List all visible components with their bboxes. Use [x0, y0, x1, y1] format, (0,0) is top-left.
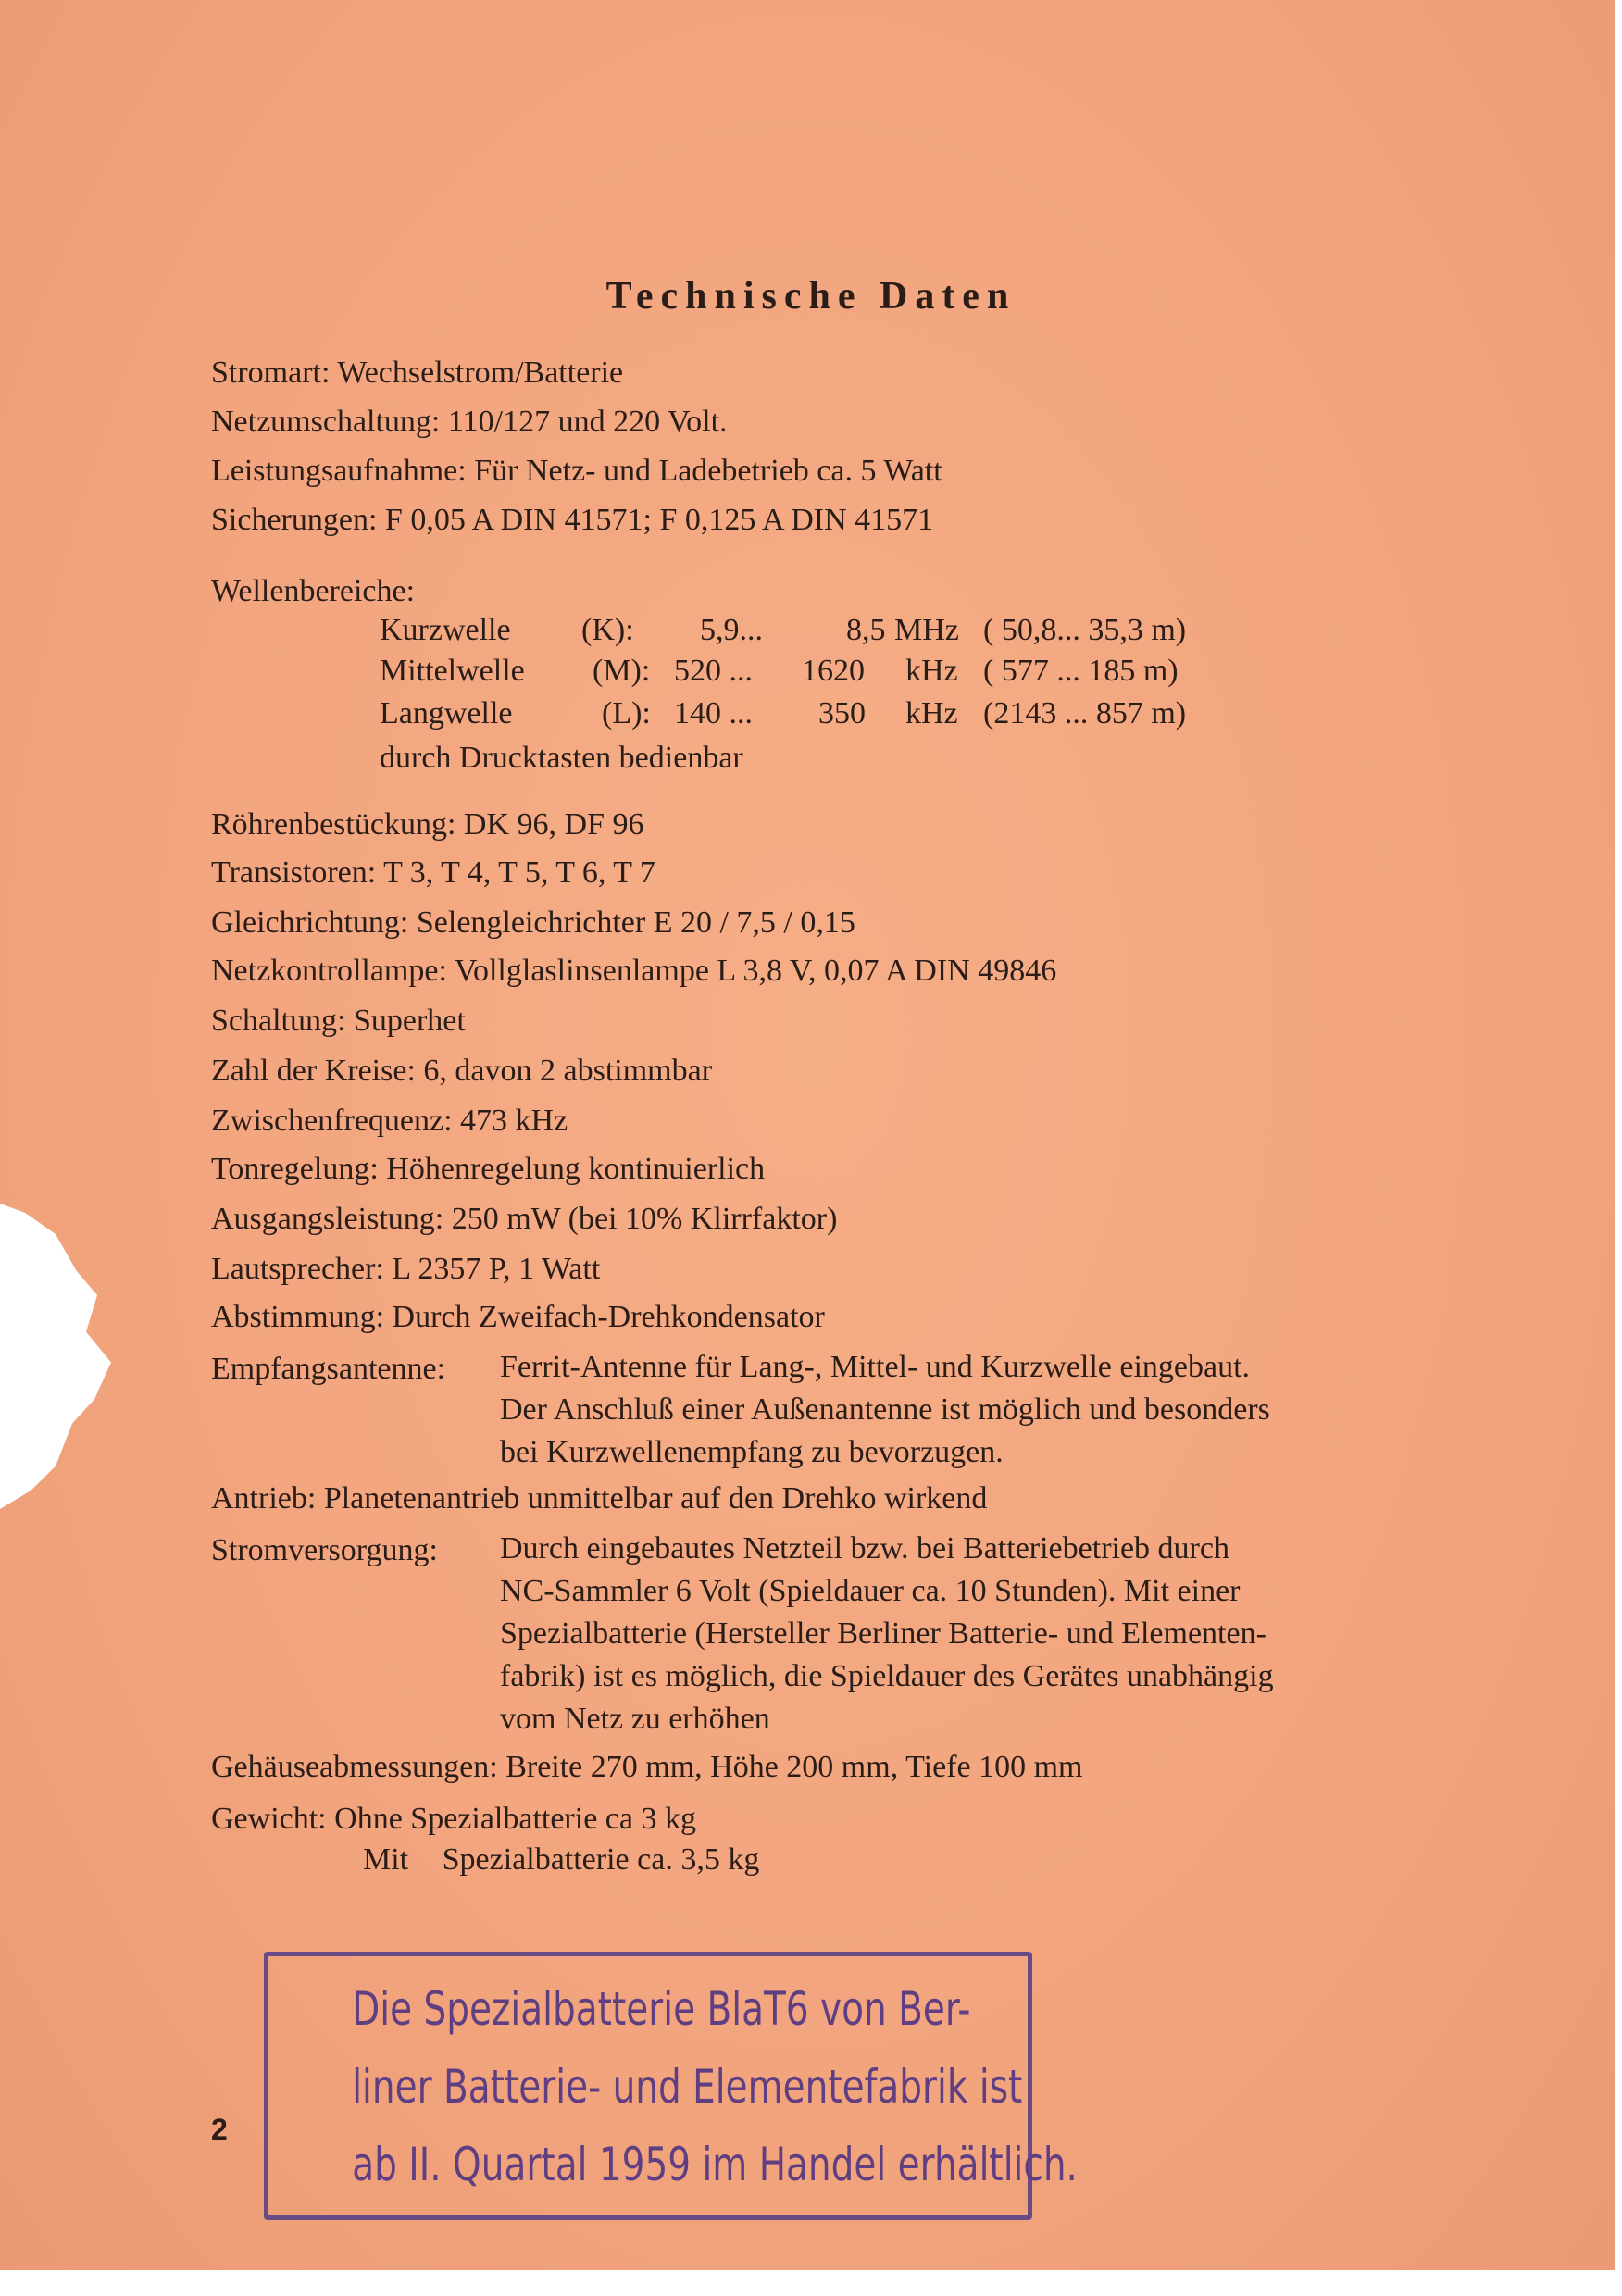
spec-antrieb [211, 1481, 987, 1516]
band-name: Kurzwelle [380, 613, 511, 647]
band-name: Mittelwelle [380, 654, 525, 688]
spec-zahl-der-kreise [211, 1054, 712, 1089]
band-to: 1620 [802, 654, 865, 688]
band-to: 350 [818, 696, 866, 730]
torn-edge [0, 1204, 139, 1509]
spec-ausgangsleistung [211, 1202, 837, 1237]
spec-label: Gewicht: [211, 1802, 327, 1836]
spec-label: Zwischenfrequenz: [211, 1104, 453, 1138]
spec-stromart [211, 356, 623, 391]
stamp-line: liner Batterie- und Elementefabrik ist [352, 2060, 1023, 2114]
band-to: 8,5 [846, 613, 886, 647]
spec-label: Lautsprecher: [211, 1252, 384, 1286]
wellenbereiche-label: Wellenbereiche: [211, 574, 416, 608]
spec-label: Ausgangsleistung: [211, 1202, 444, 1236]
spec-label: Schaltung: [211, 1004, 346, 1038]
band-name: Langwelle [380, 696, 513, 730]
band-meters: ( 50,8... 35,3 m) [983, 613, 1187, 647]
stromversorgung-line: Spezialbatterie (Hersteller Berliner Batterie- und Elementen- [500, 1616, 1266, 1651]
spec-gehaeuseabmessungen [211, 1750, 1083, 1785]
spec-abstimmung [211, 1300, 825, 1335]
spec-value: Superhet [353, 1004, 466, 1038]
stamp-line: Die Spezialbatterie BlaT6 von Ber- [352, 1982, 971, 2036]
band-code: (K): [581, 613, 634, 647]
spec-value: Für Netz- und Ladebetrieb ca. 5 Watt [474, 454, 942, 488]
stromversorgung-line: Durch eingebautes Netzteil bzw. bei Batteriebetrieb durch [500, 1531, 1229, 1566]
spec-value: 6, davon 2 abstimmbar [423, 1054, 713, 1088]
spec-value: Durch Zweifach-Drehkondensator [392, 1300, 825, 1334]
spec-gewicht [211, 1802, 696, 1837]
spec-label: Antrieb: [211, 1481, 317, 1516]
stromversorgung-line: NC-Sammler 6 Volt (Spieldauer ca. 10 Stunden). Mit einer [500, 1574, 1241, 1608]
page-number: 2 [211, 2113, 228, 2146]
band-unit: MHz [894, 613, 959, 647]
spec-label: Sicherungen: [211, 503, 378, 537]
stromversorgung-line: fabrik) ist es möglich, die Spieldauer des Gerätes unabhängig [500, 1659, 1274, 1693]
gewicht-line2 [363, 1842, 759, 1878]
gewicht-prefix: Mit [363, 1842, 409, 1877]
spec-value: Selengleichrichter E 20 / 7,5 / 0,15 [416, 905, 855, 940]
spec-label: Tonregelung: [211, 1152, 379, 1186]
stromversorgung-label: Stromversorgung: [211, 1533, 438, 1567]
page-edge-right [1615, 0, 1622, 2296]
spec-value: Breite 270 mm, Höhe 200 mm, Tiefe 100 mm [505, 1750, 1083, 1784]
spec-value: Planetenantrieb unmittelbar auf den Drehko wirkend [323, 1481, 988, 1516]
band-note: durch Drucktasten bedienbar [380, 741, 743, 775]
stromversorgung-line: vom Netz zu erhöhen [500, 1702, 770, 1736]
band-meters: (2143 ... 857 m) [983, 696, 1187, 730]
spec-label: Abstimmung: [211, 1300, 385, 1334]
rubber-stamp [264, 1952, 1078, 2220]
spec-schaltung [211, 1004, 466, 1039]
spec-value: L 2357 P, 1 Watt [392, 1252, 601, 1286]
spec-value: Ohne Spezialbatterie ca 3 kg [334, 1802, 696, 1836]
empfangsantenne-label: Empfangsantenne: [211, 1352, 446, 1386]
band-unit: kHz [905, 654, 958, 688]
band-from: 5,9... [700, 613, 763, 647]
spec-lautsprecher [211, 1252, 600, 1287]
stamp-line: ab II. Quartal 1959 im Handel erhältlich. [352, 2138, 1078, 2191]
spec-value: 250 mW (bei 10% Klirrfaktor) [451, 1202, 838, 1236]
spec-leistungsaufnahme [211, 454, 942, 489]
band-unit: kHz [905, 696, 958, 730]
page-title: Technische Daten [605, 275, 1017, 318]
empfangsantenne-line: Der Anschluß einer Außenantenne ist möglich und besonders [500, 1392, 1270, 1427]
band-code: (M): [593, 654, 651, 688]
spec-label: Transistoren: [211, 855, 377, 890]
band-from: 140 ... [674, 696, 753, 730]
spec-label: Gleichrichtung: [211, 905, 409, 940]
spec-zwischenfrequenz [211, 1104, 568, 1139]
spec-label: Gehäuseabmessungen: [211, 1750, 498, 1784]
band-code: (L): [602, 696, 651, 730]
empfangsantenne-line: Ferrit-Antenne für Lang-, Mittel- und Kurzwelle eingebaut. [500, 1350, 1251, 1384]
spec-value: T 3, T 4, T 5, T 6, T 7 [383, 855, 655, 890]
spec-value: 473 kHz [460, 1104, 568, 1138]
empfangsantenne-line: bei Kurzwellenempfang zu bevorzugen. [500, 1435, 1004, 1469]
page-edge-bottom [0, 2270, 1622, 2296]
spec-label: Netzumschaltung: [211, 405, 441, 439]
spec-value: Vollglaslinsenlampe L 3,8 V, 0,07 A DIN 49846 [454, 954, 1057, 988]
spec-roehrenbestueckung [211, 807, 643, 842]
spec-value: DK 96, DF 96 [463, 807, 644, 842]
spec-sicherungen [211, 503, 933, 538]
spec-label: Zahl der Kreise: [211, 1054, 416, 1088]
band-from: 520 ... [674, 654, 753, 688]
gewicht-value: Spezialbatterie ca. 3,5 kg [442, 1842, 760, 1877]
spec-transistoren [211, 855, 655, 891]
spec-label: Stromart: [211, 356, 331, 390]
spec-value: Wechselstrom/Batterie [337, 356, 624, 390]
spec-value: 110/127 und 220 Volt. [447, 405, 728, 439]
spec-gleichrichtung [211, 905, 855, 941]
band-meters: ( 577 ... 185 m) [983, 654, 1179, 688]
spec-value: Höhenregelung kontinuierlich [386, 1152, 766, 1186]
spec-label: Röhrenbestückung: [211, 807, 456, 842]
spec-netzumschaltung [211, 405, 728, 440]
spec-label: Leistungsaufnahme: [211, 454, 467, 488]
spec-netzkontrollampe [211, 954, 1056, 989]
spec-tonregelung [211, 1152, 765, 1187]
spec-label: Netzkontrollampe: [211, 954, 447, 988]
spec-value: F 0,05 A DIN 41571; F 0,125 A DIN 41571 [384, 503, 934, 537]
